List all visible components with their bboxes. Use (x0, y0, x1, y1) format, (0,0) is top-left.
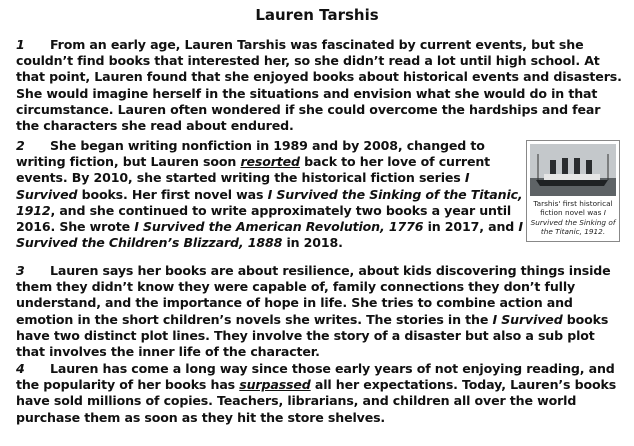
book-title: I Survived the Sinking of the Titanic, 1912 (16, 186, 523, 218)
paragraph-2 (16, 138, 524, 251)
vocabulary-word: surpassed (239, 377, 311, 393)
paragraph-number: 4 (16, 361, 25, 376)
ship-illustration (530, 144, 616, 196)
series-title: I Survived (492, 311, 563, 327)
titanic-figure (526, 140, 620, 242)
series-title: I Survived (16, 170, 470, 202)
book-title: I Survived the Children’s Blizzard, 1888 (16, 219, 523, 251)
paragraph-number: 2 (16, 138, 25, 153)
paragraph-text: back to her love of current events. By 2010, she started writing the historical fiction series (16, 154, 491, 186)
paragraph-text: books have two distinct plot lines. They involve the story of a disaster but also a sub plot that involves the inner life of the character. (16, 311, 609, 360)
paragraph-text: Lauren says her books are about resilience, about kids discovering things inside them they didn’t know they were capable of, family connections they don’t fully understand, and the importance of hope in life. She tries to combine action and emotion in the short children’s novels she writes. The stories in the (16, 263, 611, 327)
book-title: I Survived the American Revolution, 1776 (134, 219, 424, 235)
paragraph-number: 1 (16, 37, 25, 52)
paragraph-1 (16, 37, 622, 134)
caption-text: Tarshis' first historical fiction novel was (533, 199, 613, 218)
paragraph-text: From an early age, Lauren Tarshis was fascinated by current events, but she couldn’t find books that interested her, so she didn’t read a lot until high school. At that point, Lauren found that she enjoyed books about historical events and disasters. She would imagine herself in the situations and envision what she would do in that circumstance. Lauren often wondered if she could overcome the hardships and fear the characters she read about endured. (16, 37, 622, 134)
paragraph-4 (16, 361, 622, 426)
paragraph-text: She began writing nonfiction in 1989 and by 2008, changed to writing fiction, but Lauren soon (16, 138, 485, 170)
paragraph-text: all her expectations. Today, Lauren’s books have sold millions of copies. Teachers, librarians, and children all over the world purchase them as soon as they hit the store shelves. (16, 377, 617, 425)
vocabulary-word: resorted (240, 154, 300, 170)
paragraph-text: , and she continued to write approximately two books a year until 2016. She wrote (16, 202, 512, 235)
paragraph-text: Lauren has come a long way since those early years of not enjoying reading, and the popularity of her books has (16, 361, 615, 393)
article-title: Lauren Tarshis (255, 6, 379, 24)
caption-book-title: I Survived the Sinking of the Titanic, 1912. (530, 208, 616, 237)
paragraph-3 (16, 263, 622, 360)
paragraph-text: in 2018. (282, 235, 343, 251)
paragraph-number: 3 (16, 263, 25, 278)
paragraph-text: books. Her first novel was (77, 186, 268, 202)
titanic-photo (530, 144, 616, 196)
paragraph-text: in 2017, and (423, 219, 519, 235)
figure-caption (529, 199, 617, 237)
